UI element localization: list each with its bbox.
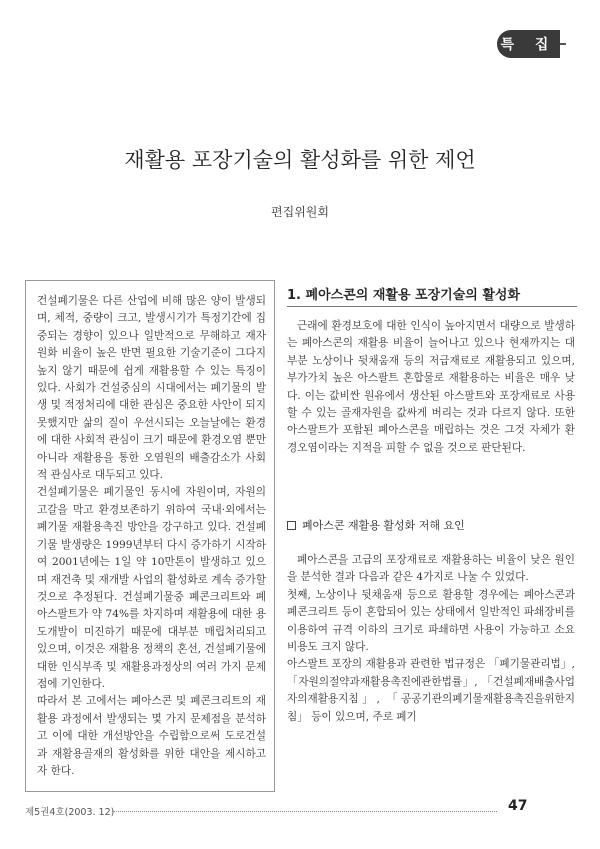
section-heading: 1. 폐아스콘의 재활용 포장기술의 활성화: [287, 288, 521, 303]
footer-dotted-rule: [112, 811, 497, 812]
issue-info: 제5권4호(2003. 12): [25, 807, 115, 818]
abstract-text: 건설폐기물은 다른 산업에 비해 많은 양이 발생되며, 체적, 중량이 크고, 발생시기가 특정기간에 집중되는 경향이 있으나 일반적으로 무해하고 재자원화 비율이 높은 반면 필요한 기술기준이 그다지 높지 않기 때문에 쉽게 재활용할 수 있는 특징이 있다. 사회가 건설중심의 시대에서는 폐기물의 발생 및 적정처리에 대한 관심은 중요한 사안이 되지 못했지만 삶의 질이 우선시되는 오늘날에는 환경에 대한 사회적 관심이 크기 때문에 환경오염 뿐만 아니라 재활용을 통한 오염원의 배출감소가 사회적 관심사로 대두되고 있다. 건설폐기물은 폐기물인 동시에 자원이며, 자원의 고갈을 막고 환경보존하기 위하여 국내·외에서는 폐기물 재활용촉진 방안을 강구하고 있다. 건설폐기물 발생량은 1999년부터 다시 증가하기 시작하여 2001년에는 1일 약 10만톤이 발생하고 있으며 재건축 및 재개발 사업의 활성화로 계속 증가할 것으로 추정된다. 건설폐기물중 폐콘크리트와 폐아스팔트가 약 74%를 차지하며 재활용에 대한 용도개발이 미진하기 때문에 대부분 매립처리되고 있으며, 이것은 재활용 정책의 혼선, 건설폐기물에 대한 인식부족 및 재활용과정상의 여러 가지 문제점에 기인한다. 따라서 본 고에서는 폐아스콘 및 폐콘크리트의 재활용 과정에서 발생되는 몇 가지 문제점을 분석하고 이에 대한 개선방안을 수립함으로써 도로건설과 재활용골재의 활성화를 위한 대안을 제시하고자 한다.: [37, 295, 266, 777]
subsection-heading-label: 폐아스콘 재활용 활성화 저해 요인: [302, 519, 465, 532]
section-heading-rule: [287, 306, 577, 307]
badge-tail-divider: [560, 43, 566, 45]
page-number: 47: [508, 798, 528, 814]
section-badge: 특 집: [497, 30, 560, 58]
article-author: 편집위원회: [271, 205, 329, 219]
subsection-heading: [287, 517, 577, 533]
article-title: 재활용 포장기술의 활성화를 위한 제언: [124, 148, 476, 172]
square-bullet-icon: [287, 521, 296, 530]
section-paragraph-1: 근래에 환경보호에 대한 인식이 높아지면서 대량으로 발생하는 폐아스콘의 재활용 비율이 늘어나고 있으나 현재까지는 대부분 노상이나 뒷채움재 등의 저급재료로 재활용되고 있으며, 부가가치 높은 아스팔트 혼합물로 재활용하는 비율은 매우 낮다. 이는 값비싼 원유에서 생산된 아스팔트와 포장재료로 사용할 수 있는 골재자원을 값싸게 버리는 것과 다르지 않다. 또한 아스팔트가 포함된 폐아스콘을 매립하는 것은 그것 자체가 환경오염이라는 지적을 피할 수 없을 것으로 판단된다.: [287, 320, 575, 454]
section-paragraph-2: 폐아스콘을 고급의 포장재료로 재활용하는 비율이 낮은 원인을 분석한 결과 다음과 같은 4가지로 나눌 수 있었다. 첫째, 노상이나 뒷채움재 등으로 활용할 경우에는 폐아스콘과 폐콘크리트 등이 혼합되어 있는 상태에서 일반적인 파쇄장비를 이용하여 규격 이하의 크기로 파쇄하면 사용이 가능하고 소요 비용도 크지 않다. 아스팔트 포장의 재활용과 관련한 법규정은 「폐기물관리법」, 「자원의절약과재활용촉진에관한법률」, 「건설폐재배출사업자의재활용지침」, 「공공기관의폐기물재활용촉진을위한지침」 등이 있으며, 주로 폐기: [287, 554, 575, 723]
